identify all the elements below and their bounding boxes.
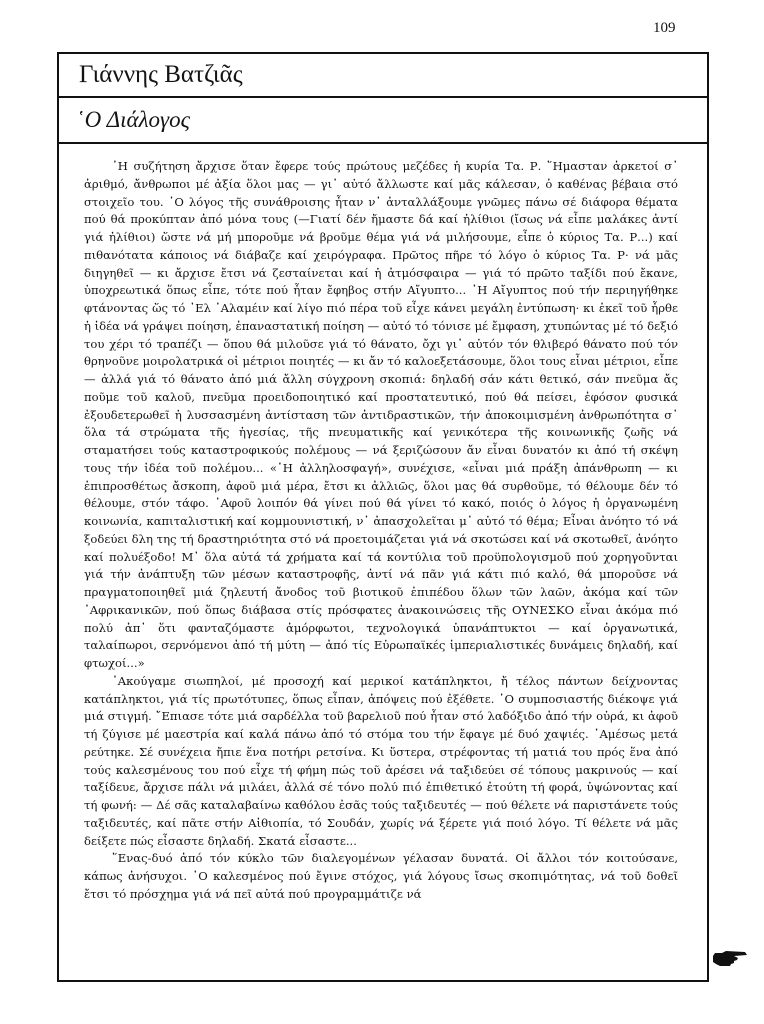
author-heading [59,54,707,98]
story-title: ῾Ο Διάλογος [77,107,190,132]
pointing-hand-icon [712,950,748,968]
story-body [84,158,678,904]
paragraph: ᾽Ακούγαμε σιωπηλοί, μέ προσοχή καί μερικοί κατάπληκτοι, ἤ τέλος πάντων δείχνοντας κατάπληκτοι, γιά τίς πρωτότυπες, ὅπως εἶπαν, ἀπόψεις πού ἐξέθετε. ῾Ο συμποσιαστής διέκοψε γιά μιά στιγμή. ῎Επιασε τότε μιά σαρδέλλα τοῦ βαρελιοῦ πού ἦταν στό λαδόξιδο ἀπό τήν οὐρά, κι ἀφοῦ τή ζύγισε μέ μαεστρία καί καλά πάνω ἀπό τό στόμα του τήν ἔφαγε μέ δυό χαψιές. ᾽Αμέσως μετά ρεύτηκε. Σέ συνέχεια ἤπιε ἕνα ποτήρι ρετσίνα. Κι ὕστερα, στρέφοντας τή ματιά του πρός ἕνα ἀπό τούς καλεσμένους του πού εἶχε τή φήμη πώς τοῦ ἀρέσει νά ταξιδεύει σέ τόπους μακρινούς — καί ταξίδευε, ἄρχισε πάλι νά μιλάει, ἀλλά σέ τόνο πολύ πιό ἐπιθετικό ἐτούτη τή φορά, ὑψώνοντας καί τή φωνή: — Δέ σᾶς καταλαβαίνω καθόλου ἐσᾶς τούς ταξιδευτές — πού θέλετε νά παριστάνετε τούς ταξιδευτές, καί πᾶτε στήν Αἰθιοπία, τό Σουδάν, χωρίς νά ξέρετε γιά ποιό λόγο. Τί θέλετε νά μᾶς δείξετε πώς εἶσαστε δηλαδή. Σκατά εἶσαστε... [84,673,678,848]
text-frame [57,52,709,982]
paragraph: ῞Ενας-δυό ἀπό τόν κύκλο τῶν διαλεγομένων γέλασαν δυνατά. Οἱ ἄλλοι τόν κοιτούσανε, κάπως ἀνήσυχοι. ῾Ο καλεσμένος πού ἔγινε στόχος, γιά λόγους ἴσως σκοπιμότητας, νά τοῦ δοθεῖ ἔτσι τό πρόσχημα γιά νά πεῖ αὐτά πού προγραμμάτιζε νά [84,851,678,901]
paragraph: ῾Η συζήτηση ἄρχισε ὅταν ἔφερε τούς πρώτους μεζέδες ἡ κυρία Τα. Ρ. ῞Ημασταν ἀρκετοί σ᾽ ἀριθμό, ἄνθρωποι μέ ἀξία ὅλοι μας — γι᾽ αὐτό ἄλλωστε καί μᾶς κάλεσαν, ὁ καθένας βέβαια στό στοιχεῖο του. ῾Ο λόγος τῆς συνάθροισης ἦταν ν᾽ ἀνταλλάξουμε γνῶμες πάνω σέ διάφορα θέματα πού θά προκύπταν ἀπό μόνα τους (—Γιατί δέν ἤμαστε δά καί ἠλίθιοι (ἴσως νά εἶπε μαλάκες ἀντί γιά ἠλίθιοι) ὥστε νά μή μποροῦμε νά βροῦμε θέμα γιά νά μιλήσουμε, εἶπε ὁ κύριος Τα. Ρ...) καί πιθανότατα κάποιος νά διάβαζε καί χειρόγραφα. Πρῶτος πῆρε τό λόγο ὁ κύριος Τα. Ρ· νά μᾶς διηγηθεῖ — κι ἄρχισε ἔτσι νά ζεσταίνεται καί ἡ ἀτμόσφαιρα — γιά τό πρῶτο ταξίδι πού ἔκανε, ὑποχρεωτικά ὅπως εἶπε, τότε πού ἦταν ἔφηβος στήν Αἴγυπτο... ῾Η Αἴγυπτος πού τήν περιηγήθηκε φτάνοντας ὥς τό ᾽Ελ ᾽Αλαμέιν καί λίγο πιό πέρα τοῦ εἶχε κάνει μεγάλη ἐντύπωση· κι ἐκεῖ τοῦ ἦρθε ἡ ἰδέα νά γράψει ποίηση, ἐπαναστατική ποίηση — αὐτό τό τόνισε μέ ἔμφαση, χτυπώντας μέ τό δεξιό του χέρι τό τραπέζι — ὅπου θά μιλοῦσε γιά τό θάνατο, ὄχι γι᾽ αὐτόν τόν θλιβερό θάνατο πού τόν θρηνοῦνε μοιρολατρικά οἱ μέτριοι ποιητές — κι ἄν τό καλοεξετάσουμε, ὅλοι τους εἶναι μέτριοι, εἶπε — ἀλλά γιά τό θάνατο ἀπό μιά ἄλλη σύγχρονη σκοπιά: δηλαδή σάν κάτι θετικό, σάν πνεῦμα ἄς ποῦμε τοῦ καλοῦ, πνεῦμα προειδοποιητικό καί προστατευτικό, πού θά πείσει, ἐφόσον φυσικά ἐξουδετερωθεῖ ἡ λυσσασμένη ἀντίσταση τῶν ἀντιδραστικῶν, τήν ἀποκοιμισμένη ἀνθρωπότητα σ᾽ ὅλα τά στρώματα τῆς ἡγεσίας, τῆς πνευματικῆς καί γενικότερα τῆς κοινωνικῆς ζωῆς νά σταματήσει τούς καταστροφικούς πολέμους — νά ξεριζώσουν ἄν εἶναι δυνατόν κι ἀπό τή σκέψη τους τήν ἰδέα τοῦ πολέμου... «῾Η ἀλληλοσφαγή», συνέχισε, «εἶναι μιά πράξη ἀπάνθρωπη — κι ἐπιπροσθέτως ἄσκοπη, ἀφοῦ μιά μέρα, ἔτσι κι ἀλλιῶς, ὅλοι μας θά συρθοῦμε, τό θέλουμε δέν τό θέλουμε, στόν τάφο. ᾽Αφοῦ λοιπόν θά γίνει πού θά γίνει τό κακό, ποιός ὁ λόγος ἡ ὀργανωμένη κοινωνία, καπιταλιστική καί κομμουνιστική, ν᾽ ἀπασχολεῖται μ᾽ αὐτό τό θέμα; Εἶναι ἀνόητο τό νά ξοδεύει δλη της τή δραστηριότητα στό νά προετοιμάζεται γιά νά σκοτώσει καί νά σκοτωθεῖ, ἀνόητο καί πολυέξοδο! Μ᾽ ὅλα αὐτά τά χρήματα καί τά κοντύλια τοῦ προϋπολογισμοῦ πού χορηγοῦνται γιά τήν ἀνάπτυξη τῶν μέσων καταστροφῆς, ἀντί νά πᾶν γιά κάτι πιό καλό, θά μποροῦσε νά πραγματοποιηθεῖ μιά ζηλευτή ἄνοδος τοῦ βιοτικοῦ ἐπιπέδου ὅλων τῶν λαῶν, ἀκόμα καί τῶν ᾽Αφρικανικῶν, πού ὅπως διάβασα στίς πρόσφατες ἀνακοινώσεις τῆς ΟΥΝΕΣΚΟ εἶναι ἀκόμα πιό πολύ ἀπ᾽ ὅτι φανταζόμαστε ἀμόρφωτοι, τεχνολογικά ὑπανάπτυκτοι — καί ὀργανωτικά, ταλαίπωροι, σερνόμενοι ἀπό τή μύτη — ἀπό τίς Εὐρωπαϊκές ἰμπεριαλιστικές δυνάμεις δηλαδή, καί φτωχοί...» [84,159,678,670]
page-number: 109 [653,20,676,36]
title-heading [59,98,707,144]
author-name: Γιάννης Βατζιᾶς [79,61,243,88]
